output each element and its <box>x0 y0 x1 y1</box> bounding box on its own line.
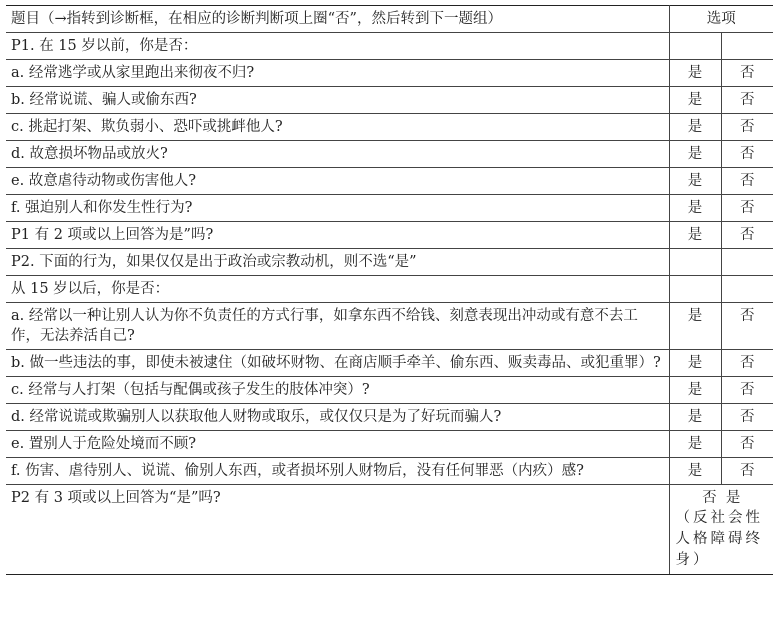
questionnaire-table <box>6 5 773 575</box>
yes-option[interactable]: 是 <box>669 87 721 114</box>
header-question: 题目（→指转到诊断框，在相应的诊断判断项上圈“否”，然后转到下一题组） <box>6 6 669 33</box>
no-option[interactable]: 否 <box>721 141 773 168</box>
item-text: c. 挑起打架、欺负弱小、恐吓或挑衅他人? <box>6 114 669 141</box>
no-option[interactable]: 否 <box>721 114 773 141</box>
item-text: a. 经常逃学或从家里跑出来彻夜不归? <box>6 60 669 87</box>
p2-title: 从 15 岁以后，你是否： <box>6 276 669 303</box>
p2-item-d <box>6 404 773 431</box>
header-options: 选项 <box>669 6 773 33</box>
p2-summary-choices <box>672 488 772 508</box>
empty-cell <box>721 249 773 276</box>
item-text: b. 经常说谎、骗人或偷东西? <box>6 87 669 114</box>
empty-cell <box>721 276 773 303</box>
p2-item-e <box>6 431 773 458</box>
item-text: d. 故意损坏物品或放火? <box>6 141 669 168</box>
yes-option[interactable]: 是 <box>669 303 721 350</box>
yes-option[interactable]: 是 <box>669 350 721 377</box>
yes-option[interactable]: 是 <box>669 222 721 249</box>
item-text: b. 做一些违法的事，即使未被逮住（如破坏财物、在商店顺手牵羊、偷东西、贩卖毒品、或犯重罪）? <box>6 350 669 377</box>
p2-summary-options <box>669 485 773 575</box>
yes-option[interactable]: 是 <box>669 431 721 458</box>
p2-note: P2. 下面的行为，如果仅仅是出于政治或宗教动机，则不选“是” <box>6 249 669 276</box>
no-option[interactable]: 否 <box>721 458 773 485</box>
no-option[interactable]: 否 <box>702 490 717 506</box>
no-option[interactable]: 否 <box>721 303 773 350</box>
no-option[interactable]: 否 <box>721 195 773 222</box>
yes-option[interactable]: 是 <box>669 114 721 141</box>
p1-item-c <box>6 114 773 141</box>
item-text: a. 经常以一种让别人认为你不负责任的方式行事，如拿东西不给钱、刻意表现出冲动或有意不去工作，无法养活自己? <box>6 303 669 350</box>
p1-title-row <box>6 33 773 60</box>
empty-cell <box>721 33 773 60</box>
no-option[interactable]: 否 <box>721 222 773 249</box>
p2-summary-result: （反社会性人格障碍终身） <box>675 510 763 568</box>
p2-item-b <box>6 350 773 377</box>
empty-cell <box>669 276 721 303</box>
yes-option[interactable]: 是 <box>669 404 721 431</box>
p1-item-f <box>6 195 773 222</box>
p1-summary-row <box>6 222 773 249</box>
p1-item-d <box>6 141 773 168</box>
p2-note-row <box>6 249 773 276</box>
p1-item-a <box>6 60 773 87</box>
p1-item-e <box>6 168 773 195</box>
item-text: f. 伤害、虐待别人、说谎、偷别人东西，或者损坏别人财物后，没有任何罪恶（内疚）感? <box>6 458 669 485</box>
yes-option[interactable]: 是 <box>669 60 721 87</box>
item-text: c. 经常与人打架（包括与配偶或孩子发生的肢体冲突）? <box>6 377 669 404</box>
p2-summary-row <box>6 485 773 575</box>
p2-summary: P2 有 3 项或以上回答为“是”吗? <box>6 485 669 575</box>
yes-option[interactable]: 是 <box>725 490 741 506</box>
yes-option[interactable]: 是 <box>669 168 721 195</box>
item-text: e. 故意虐待动物或伤害他人? <box>6 168 669 195</box>
yes-option[interactable]: 是 <box>669 195 721 222</box>
item-text: e. 置别人于危险处境而不顾? <box>6 431 669 458</box>
no-option[interactable]: 否 <box>721 404 773 431</box>
no-option[interactable]: 否 <box>721 377 773 404</box>
no-option[interactable]: 否 <box>721 60 773 87</box>
no-option[interactable]: 否 <box>721 350 773 377</box>
empty-cell <box>669 249 721 276</box>
no-option[interactable]: 否 <box>721 87 773 114</box>
no-option[interactable]: 否 <box>721 431 773 458</box>
p1-item-b <box>6 87 773 114</box>
header-row <box>6 6 773 33</box>
yes-option[interactable]: 是 <box>669 377 721 404</box>
p1-title: P1. 在 15 岁以前，你是否： <box>6 33 669 60</box>
p2-item-f <box>6 458 773 485</box>
yes-option[interactable]: 是 <box>669 458 721 485</box>
p2-title-row <box>6 276 773 303</box>
item-text: f. 强迫别人和你发生性行为? <box>6 195 669 222</box>
item-text: d. 经常说谎或欺骗别人以获取他人财物或取乐，或仅仅只是为了好玩而骗人? <box>6 404 669 431</box>
empty-cell <box>669 33 721 60</box>
no-option[interactable]: 否 <box>721 168 773 195</box>
p2-item-a <box>6 303 773 350</box>
yes-option[interactable]: 是 <box>669 141 721 168</box>
p2-item-c <box>6 377 773 404</box>
p1-summary: P1 有 2 项或以上回答为是”吗? <box>6 222 669 249</box>
